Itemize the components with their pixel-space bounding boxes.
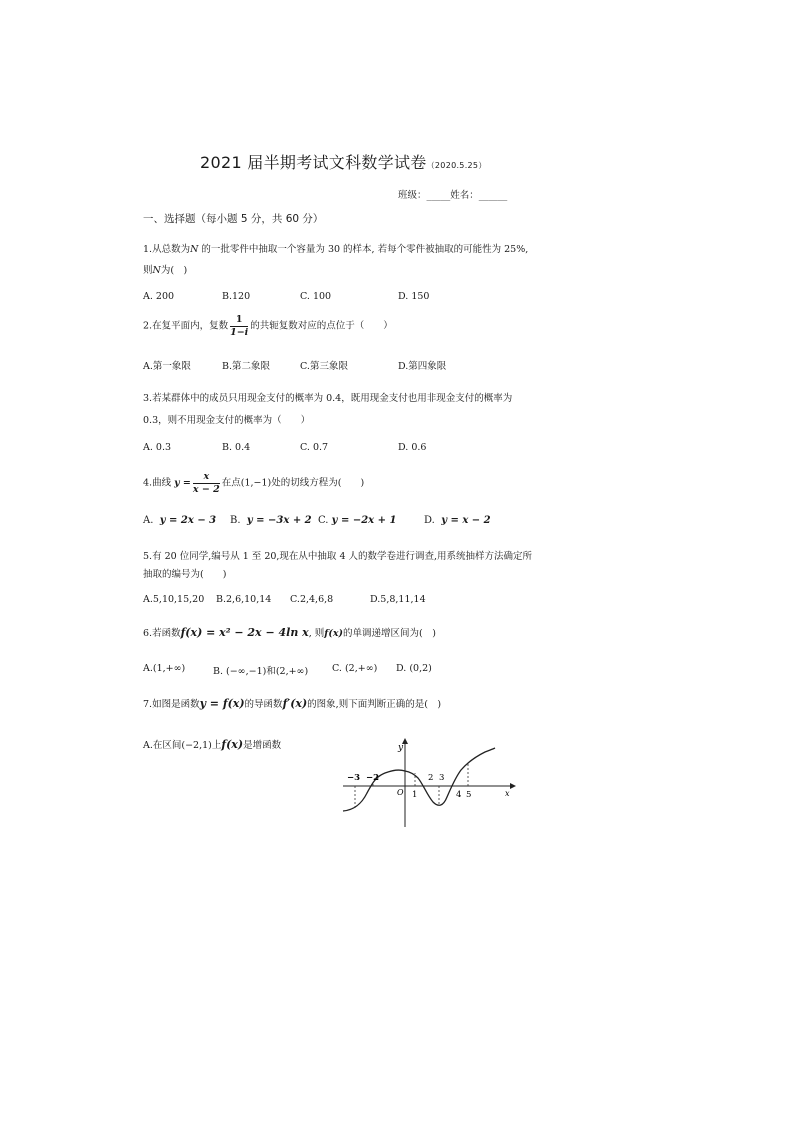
q5-option-a[interactable]: A.5,10,15,20 xyxy=(143,594,205,605)
q1-option-a[interactable]: A. 200 xyxy=(143,291,175,302)
q5-option-b[interactable]: B.2,6,10,14 xyxy=(216,594,272,605)
q6-option-c[interactable]: C. (2,+∞) xyxy=(332,663,378,674)
q4-option-c[interactable]: C. y = −2x + 1 xyxy=(318,515,397,526)
page-title xyxy=(200,150,487,173)
q4-option-d[interactable]: D. y = x − 2 xyxy=(424,515,491,526)
q6-stem: 6.若函数f(x) = x² − 2x − 4ln x, 则f(x)的单调递增区间为( ) xyxy=(143,626,436,639)
class-name-field: 班级：_____姓名：______ xyxy=(398,190,508,201)
q7-stem: 7.如图是函数y = f(x)的导函数f′(x)的图象,则下面判断正确的是( ) xyxy=(143,697,442,710)
q5-option-c[interactable]: C.2,4,6,8 xyxy=(290,594,334,605)
derivative-graph xyxy=(335,735,520,830)
q6-option-d[interactable]: D. (0,2) xyxy=(396,663,432,674)
tick-label-1: 1 xyxy=(412,790,418,800)
q1-stem-line2: 则N为( ) xyxy=(143,265,188,276)
q2-stem: 2.在复平面内，复数 $\frac{1}{1-i}$ 的共轭复数对应的点位于（ ） xyxy=(143,314,393,338)
x-axis-label: x xyxy=(505,789,510,798)
exam-title: 2021 届半期考试文科数学试卷 xyxy=(200,153,427,172)
origin-label: O xyxy=(397,788,404,797)
tick-label-neg3: −3 xyxy=(347,773,361,783)
q2-option-a[interactable]: A.第一象限 xyxy=(143,361,191,372)
q1-option-c[interactable]: C. 100 xyxy=(300,291,332,302)
q3-option-a[interactable]: A. 0.3 xyxy=(143,442,172,453)
tick-label-5: 5 xyxy=(466,790,472,800)
q3-option-c[interactable]: C. 0.7 xyxy=(300,442,329,453)
q3-option-d[interactable]: D. 0.6 xyxy=(398,442,427,453)
q2-option-c[interactable]: C.第三象限 xyxy=(300,361,348,372)
q4-option-b[interactable]: B. y = −3x + 2 xyxy=(230,515,312,526)
q2-option-b[interactable]: B.第二象限 xyxy=(222,361,271,372)
q5-stem-line2: 抽取的编号为( ) xyxy=(143,569,227,580)
q3-stem-line2: 0.3，则不用现金支付的概率为（ ） xyxy=(143,415,311,426)
q7-option-a[interactable]: A.在区间(−2,1)上f(x)是增函数 xyxy=(143,738,282,751)
y-axis-label: y xyxy=(398,743,404,753)
q3-option-b[interactable]: B. 0.4 xyxy=(222,442,251,453)
q4-option-a[interactable]: A. y = 2x − 3 xyxy=(143,515,217,526)
q1-stem-line1: 1.从总数为N 的一批零件中抽取一个容量为 30 的样本, 若每个零件被抽取的可能性为 25%, xyxy=(143,244,529,255)
x-axis-arrow-icon xyxy=(510,783,516,789)
q3-stem-line1: 3.若某群体中的成员只用现金支付的概率为 0.4，既用现金支付也用非现金支付的概率为 xyxy=(143,393,513,404)
tick-label-neg2: −2 xyxy=(366,773,380,783)
tick-label-2: 2 xyxy=(428,773,434,783)
q1-option-b[interactable]: B.120 xyxy=(222,291,251,302)
q6-option-b[interactable]: B. (−∞,−1)和(2,+∞) xyxy=(213,666,309,677)
q5-stem-line1: 5.有 20 位同学,编号从 1 至 20,现在从中抽取 4 人的数学卷进行调查,用系统抽样方法确定所 xyxy=(143,551,533,562)
section-heading: 一、选择题（每小题 5 分，共 60 分） xyxy=(143,213,324,225)
q2-option-d[interactable]: D.第四象限 xyxy=(398,361,447,372)
tick-label-4: 4 xyxy=(456,790,462,800)
q5-option-d[interactable]: D.5,8,11,14 xyxy=(370,594,426,605)
tick-label-3: 3 xyxy=(439,773,445,783)
q4-fraction: $\frac{x}{x - 2}$ xyxy=(192,471,220,495)
q1-option-d[interactable]: D. 150 xyxy=(398,291,430,302)
exam-date: （2020.5.25） xyxy=(426,161,487,170)
q2-fraction: $\frac{1}{1-i}$ xyxy=(230,314,249,338)
q6-option-a[interactable]: A.(1,+∞) xyxy=(143,663,186,674)
q4-stem: 4.曲线 y = $\frac{x}{x - 2}$ 在点(1,−1)处的切线方程为( ) xyxy=(143,471,365,495)
